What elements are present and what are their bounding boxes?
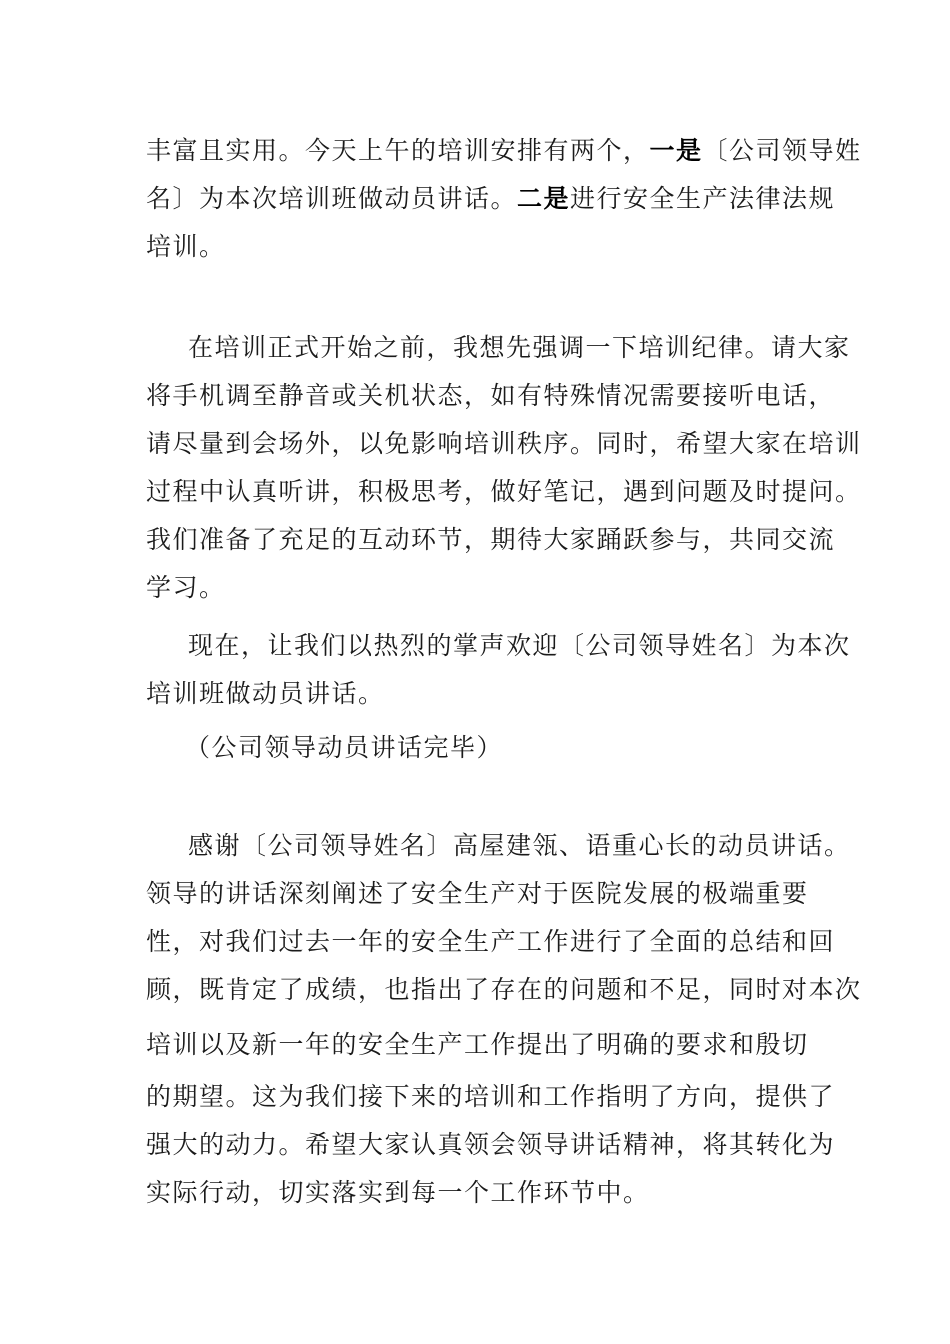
paragraph-4-line-4: 顾，既肯定了成绩，也指出了存在的问题和不足，同时对本次 — [146, 975, 862, 1004]
text-segment: 丰富且实用。今天上午的培训安排有两个， — [146, 136, 650, 165]
paragraph-4-line-2: 领导的讲话深刻阐述了安全生产对于医院发展的极端重要 — [146, 879, 809, 908]
paragraph-2-line-5: 我们准备了充足的互动环节，期待大家踊跃参与，共同交流 — [146, 525, 836, 554]
paragraph-1-line-3: 培训。 — [146, 232, 226, 261]
text-segment: 〔公司领导姓 — [702, 136, 862, 165]
paragraph-2-line-1: 在培训正式开始之前，我想先强调一下培训纪律。请大家 — [188, 333, 851, 362]
text-segment: 进行安全生产法律法规 — [570, 184, 836, 213]
paragraph-4-line-8: 实际行动，切实落实到每一个工作环节中。 — [146, 1178, 650, 1207]
paragraph-4-line-5: 培训以及新一年的安全生产工作提出了明确的要求和殷切 — [146, 1030, 809, 1059]
paragraph-3-line-1: 现在，让我们以热烈的掌声欢迎〔公司领导姓名〕为本次 — [188, 631, 851, 660]
paragraph-1-line-1 — [146, 136, 862, 166]
paragraph-4-line-1: 感谢〔公司领导姓名〕高屋建瓴、语重心长的动员讲话。 — [188, 831, 851, 860]
emphasis-first: 一是 — [649, 136, 703, 165]
paragraph-2-line-6: 学习。 — [146, 573, 226, 602]
paragraph-4-line-3: 性，对我们过去一年的安全生产工作进行了全面的总结和回 — [146, 927, 836, 956]
emphasis-second: 二是 — [517, 184, 571, 213]
paragraph-1-line-2 — [146, 184, 836, 214]
paragraph-2-line-3: 请尽量到会场外，以免影响培训秩序。同时，希望大家在培训 — [146, 429, 862, 458]
paragraph-2-line-4: 过程中认真听讲，积极思考，做好笔记，遇到问题及时提问。 — [146, 477, 862, 506]
paragraph-4-line-7: 强大的动力。希望大家认真领会领导讲话精神，将其转化为 — [146, 1130, 836, 1159]
paragraph-2-line-2: 将手机调至静音或关机状态，如有特殊情况需要接听电话， — [146, 381, 836, 410]
text-segment: 名〕为本次培训班做动员讲话。 — [146, 184, 518, 213]
paragraph-4-line-6: 的期望。这为我们接下来的培训和工作指明了方向，提供了 — [146, 1082, 836, 1111]
speech-end-note: （公司领导动员讲话完毕） — [185, 733, 504, 762]
paragraph-3-line-2: 培训班做动员讲话。 — [146, 679, 385, 708]
